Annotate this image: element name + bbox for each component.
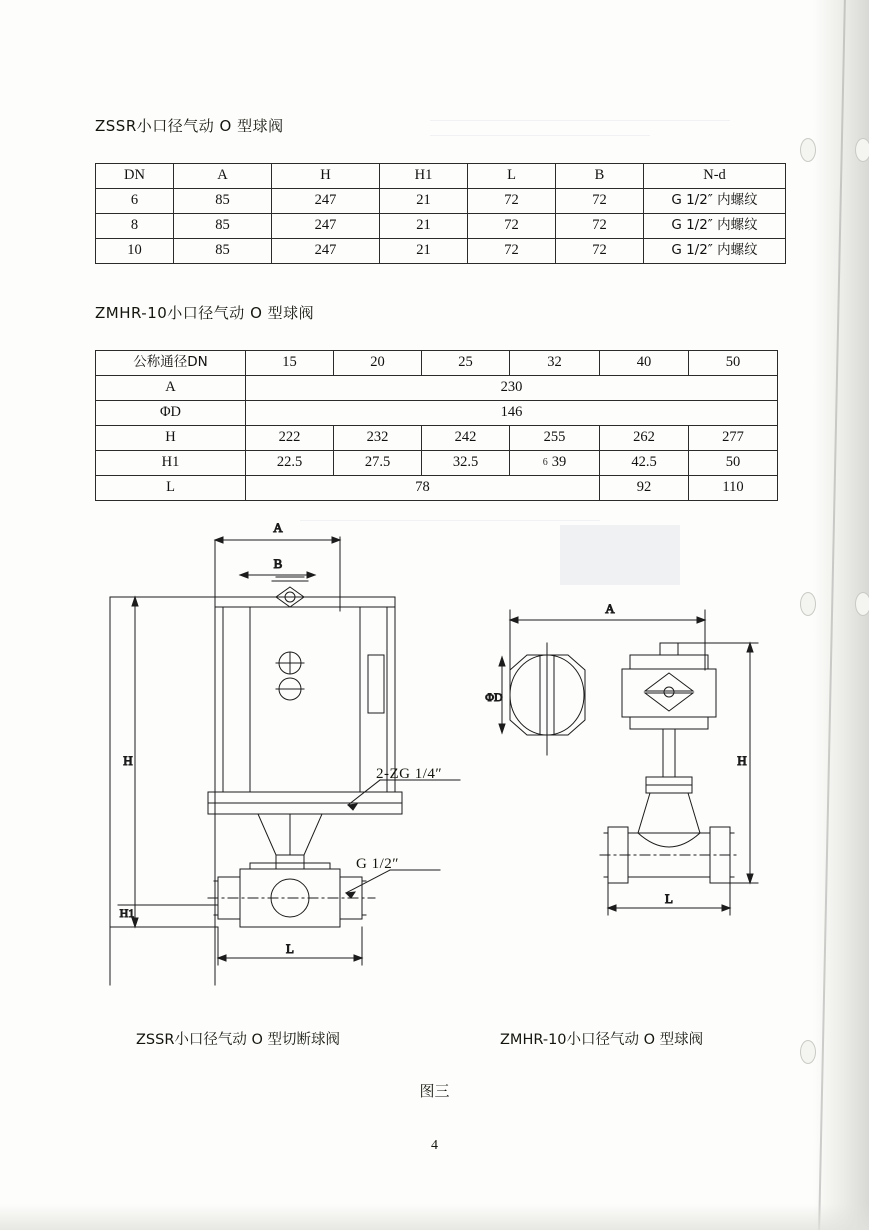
binder-hole (800, 1040, 816, 1064)
binder-hole (855, 592, 869, 616)
cell-h-32: 255 (510, 426, 600, 451)
row-label-h: H (96, 426, 246, 451)
cell-a-all: 230 (246, 376, 778, 401)
cell-h1-15: 22.5 (246, 451, 334, 476)
section2-title: ZMHR-10小口径气动 O 型球阀 (95, 304, 315, 322)
table-row (96, 239, 786, 264)
table-row (96, 401, 778, 426)
cell-dn: 10 (96, 239, 174, 264)
section1-title: ZSSR小口径气动 O 型球阀 (95, 117, 284, 135)
col-header-dn-25: 25 (422, 351, 510, 376)
row-label-phid: ΦD (96, 401, 246, 426)
cell-dn: 8 (96, 214, 174, 239)
col-header-a: A (174, 164, 272, 189)
row-label-h1: H1 (96, 451, 246, 476)
row-label-l: L (96, 476, 246, 501)
table-row (96, 376, 778, 401)
cell-h-20: 232 (334, 426, 422, 451)
zssr-dimension-table (95, 163, 786, 264)
cell-a: 85 (174, 189, 272, 214)
cell-nd: G 1/2″ 内螺纹 (644, 239, 786, 264)
right-label-h: H (737, 753, 747, 768)
cell-h1: 21 (380, 189, 468, 214)
right-label-phid: ΦD (485, 690, 503, 704)
col-header-b: B (556, 164, 644, 189)
left-handwheel (272, 577, 308, 607)
cell-phid-all: 146 (246, 401, 778, 426)
col-header-l: L (468, 164, 556, 189)
col-header-h1: H1 (380, 164, 468, 189)
cell-b: 72 (556, 214, 644, 239)
table-row (96, 426, 778, 451)
cell-l-50: 110 (689, 476, 778, 501)
cell-h1-32-note: 6 (542, 457, 548, 469)
cell-h1: 21 (380, 214, 468, 239)
annotation-2zg-14: 2-ZG 1/4″ (376, 766, 443, 782)
binder-hole (855, 138, 869, 162)
left-leader-g12 (346, 870, 440, 898)
binder-hole (800, 592, 816, 616)
table-row (96, 476, 778, 501)
cell-h1-32 (510, 451, 600, 476)
cell-h-25: 242 (422, 426, 510, 451)
cell-h1-20: 27.5 (334, 451, 422, 476)
table-row (96, 214, 786, 239)
cell-dn: 6 (96, 189, 174, 214)
table-header-row (96, 164, 786, 189)
right-actuator (622, 643, 716, 729)
zmhr10-dimension-table (95, 350, 778, 501)
cell-h: 247 (272, 189, 380, 214)
cell-h1-40: 42.5 (600, 451, 689, 476)
left-label-b: B (273, 556, 283, 571)
cell-nd: G 1/2″ 内螺纹 (644, 189, 786, 214)
bleed-mark (430, 120, 730, 121)
left-label-h: H (123, 753, 133, 768)
cell-l: 72 (468, 189, 556, 214)
col-header-dn: DN (96, 164, 174, 189)
right-label-l: L (665, 891, 673, 906)
cell-h: 247 (272, 214, 380, 239)
table-header-row (96, 351, 778, 376)
figure-drawings (90, 515, 790, 1015)
figure-left-caption: ZSSR小口径气动 O 型切断球阀 (136, 1032, 341, 1048)
cell-h-15: 222 (246, 426, 334, 451)
col-header-nd: N-d (644, 164, 786, 189)
cell-l-40: 92 (600, 476, 689, 501)
col-header-dn-20: 20 (334, 351, 422, 376)
left-label-l: L (286, 941, 294, 956)
row-label-a: A (96, 376, 246, 401)
left-dim-a (215, 537, 340, 985)
table-row (96, 451, 778, 476)
valve-drawings-svg (90, 515, 790, 1015)
cell-a: 85 (174, 239, 272, 264)
right-label-a: A (605, 601, 615, 616)
cell-h1-25: 32.5 (422, 451, 510, 476)
right-diaphragm-case (510, 643, 585, 755)
col-header-nominal-diameter: 公称通径DN (96, 351, 246, 376)
figure-right-caption: ZMHR-10小口径气动 O 型球阀 (500, 1032, 704, 1048)
cell-b: 72 (556, 189, 644, 214)
left-label-a: A (273, 520, 283, 535)
cell-h-40: 262 (600, 426, 689, 451)
bleed-mark (430, 135, 650, 136)
cell-l-span: 78 (246, 476, 600, 501)
page-number: 4 (431, 1138, 438, 1153)
col-header-h: H (272, 164, 380, 189)
cell-h-50: 277 (689, 426, 778, 451)
col-header-dn-15: 15 (246, 351, 334, 376)
cell-h: 247 (272, 239, 380, 264)
table-row (96, 189, 786, 214)
binder-hole (800, 138, 816, 162)
cell-l: 72 (468, 239, 556, 264)
annotation-g-12: G 1/2″ (356, 856, 399, 872)
cell-b: 72 (556, 239, 644, 264)
cell-h1-32-value: 39 (551, 454, 567, 471)
cell-l: 72 (468, 214, 556, 239)
col-header-dn-50: 50 (689, 351, 778, 376)
left-label-h1: H1 (119, 906, 135, 920)
cell-nd: G 1/2″ 内螺纹 (644, 214, 786, 239)
figure-number-label: 图三 (419, 1082, 450, 1100)
cell-a: 85 (174, 214, 272, 239)
col-header-dn-32: 32 (510, 351, 600, 376)
cell-h1-50: 50 (689, 451, 778, 476)
cell-h1: 21 (380, 239, 468, 264)
left-leader-zg (348, 780, 460, 810)
col-header-dn-40: 40 (600, 351, 689, 376)
scan-bottom-shadow (0, 1204, 869, 1230)
